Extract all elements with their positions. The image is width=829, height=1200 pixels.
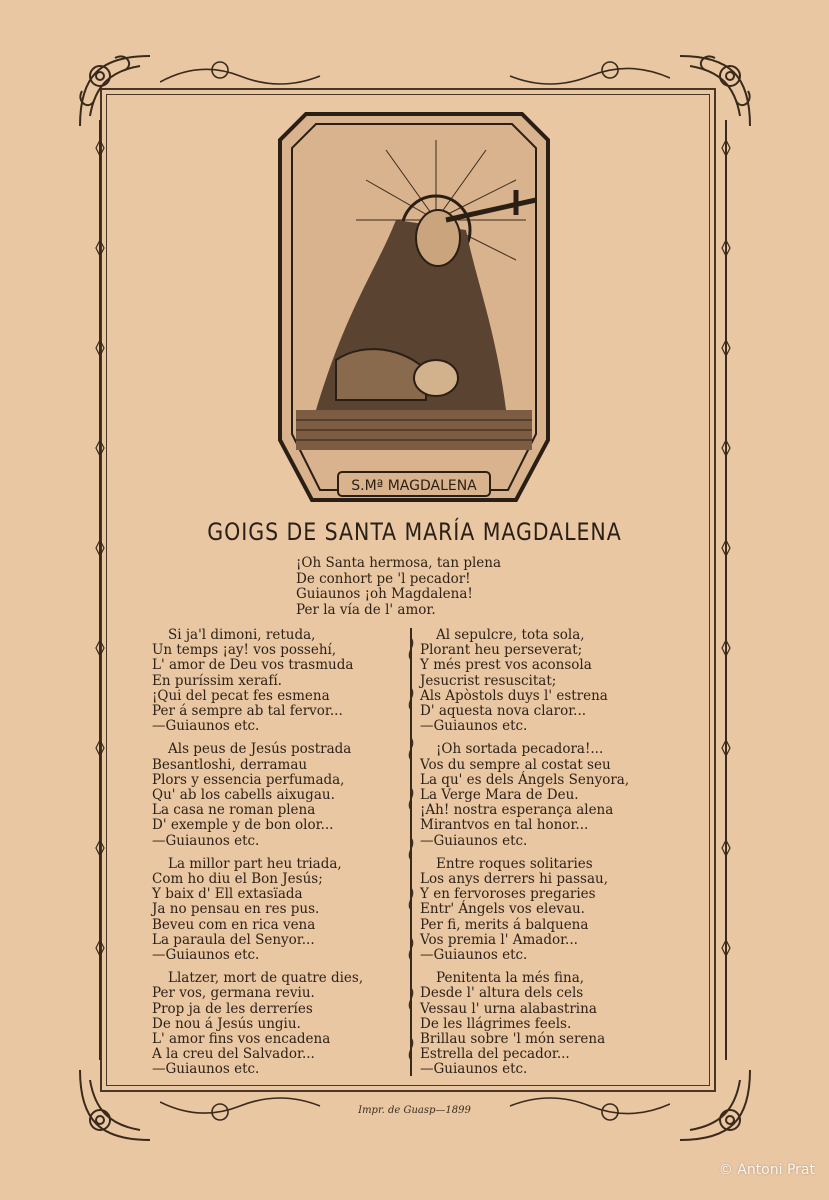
stanza-chorus-line: —Guiaunos etc. bbox=[420, 718, 528, 735]
stanza-line: La millor part heu triada, bbox=[168, 855, 342, 872]
stanza bbox=[420, 857, 670, 963]
stanza-line: Per fi, merits á balquena bbox=[420, 916, 589, 933]
left-border-chain-icon bbox=[94, 120, 106, 1060]
stanza bbox=[420, 742, 670, 848]
refrain-line: De conhort pe 'l pecador! bbox=[296, 570, 471, 587]
stanza-line: La Verge Mara de Deu. bbox=[420, 787, 579, 804]
stanza-line: ¡Oh sortada pecadora!... bbox=[436, 741, 604, 758]
top-right-flourish-icon bbox=[670, 46, 760, 136]
stanza-line: Besantloshi, derramau bbox=[152, 756, 308, 773]
stanza-line: ¡Ah! nostra esperança alena bbox=[420, 802, 614, 819]
stanza-chorus-line: —Guiaunos etc. bbox=[152, 1061, 260, 1078]
stanza-line: Com ho diu el Bon Jesús; bbox=[152, 871, 323, 888]
stanza bbox=[420, 971, 670, 1077]
stanza-line: De nou á Jesús ungiu. bbox=[152, 1015, 301, 1032]
stanza-line: L' amor fins vos encadena bbox=[152, 1031, 331, 1048]
stanza-line: Prop ja de les derreríes bbox=[152, 1000, 313, 1017]
stanza-line: Desde l' altura dels cels bbox=[420, 985, 584, 1002]
stanza-line: L' amor de Deu vos trasmuda bbox=[152, 657, 354, 674]
stanza-line: Vessau l' urna alabastrina bbox=[420, 1000, 597, 1017]
printer-imprint: Impr. de Guasp—1899 bbox=[358, 1105, 471, 1116]
top-left-flourish-icon bbox=[70, 46, 160, 136]
stanza bbox=[152, 628, 402, 734]
refrain-line: ¡Oh Santa hermosa, tan plena bbox=[296, 555, 502, 571]
stanza-line: Brillau sobre 'l món serena bbox=[420, 1031, 606, 1048]
stanza-line: Vos du sempre al costat seu bbox=[420, 756, 611, 773]
magdalena-woodcut-image bbox=[276, 110, 552, 508]
stanza-line: Y baix d' Ell extasïada bbox=[152, 886, 303, 903]
stanza-line: La paraula del Senyor... bbox=[152, 931, 315, 948]
stanza-line: Si ja'l dimoni, retuda, bbox=[168, 627, 316, 643]
right-border-chain-icon bbox=[720, 120, 732, 1060]
stanza-line: Un temps ¡ay! vos possehí, bbox=[152, 642, 337, 659]
top-border-scroll-icon bbox=[160, 56, 670, 92]
refrain-line: Per la vía de l' amor. bbox=[296, 601, 436, 618]
stanza bbox=[152, 857, 402, 963]
copyright-watermark: © Antoni Prat bbox=[718, 1162, 815, 1178]
stanza-line: D' exemple y de bon olor... bbox=[152, 817, 334, 834]
stanza-chorus-line: —Guiaunos etc. bbox=[152, 718, 260, 735]
page-title: GOIGS DE SANTA MARÍA MAGDALENA bbox=[207, 518, 622, 546]
stanza-line: A la creu del Salvador... bbox=[152, 1046, 315, 1063]
stanza-line: Beveu com en rica vena bbox=[152, 916, 316, 933]
stanza-chorus-line: —Guiaunos etc. bbox=[420, 1061, 528, 1078]
stanzas-left-column bbox=[152, 628, 402, 1086]
stanza-chorus-line: —Guiaunos etc. bbox=[152, 947, 260, 964]
stanza-line: ¡Qui del pecat fes esmena bbox=[152, 687, 330, 704]
stanza-line: Llatzer, mort de quatre dies, bbox=[168, 970, 364, 987]
stanza-line: Y en fervoroses pregaries bbox=[420, 886, 596, 903]
stanza bbox=[152, 742, 402, 848]
stanza-line: Ja no pensau en res pus. bbox=[152, 901, 320, 918]
column-divider-ornament-icon bbox=[404, 628, 418, 1076]
stanza-line: Qu' ab los cabells aixugau. bbox=[152, 787, 335, 804]
stanza-line: Plors y essencia perfumada, bbox=[152, 771, 345, 788]
stanza-line: Per vos, germana reviu. bbox=[152, 985, 315, 1002]
stanza-line: En puríssim xerafí. bbox=[152, 672, 282, 689]
stanza-line: Los anys derrers hi passau, bbox=[420, 871, 608, 888]
stanza-chorus-line: —Guiaunos etc. bbox=[152, 832, 260, 849]
refrain bbox=[296, 556, 501, 618]
refrain-line: Guiaunos ¡oh Magdalena! bbox=[296, 586, 473, 602]
stanza-line: Al sepulcre, tota sola, bbox=[436, 627, 585, 643]
stanza-line: Jesucrist resuscitat; bbox=[420, 672, 557, 689]
stanza-line: Entre roques solitaries bbox=[436, 855, 593, 872]
stanza-line: Als Apòstols duys l' estrena bbox=[420, 687, 608, 704]
stanza-line: D' aquesta nova claror... bbox=[420, 703, 587, 720]
stanza-line: Plorant heu perseverat; bbox=[420, 642, 583, 659]
stanza-line: Per á sempre ab tal fervor... bbox=[152, 703, 343, 720]
stanza-line: La casa ne roman plena bbox=[152, 802, 316, 819]
stanza-line: Y més prest vos aconsola bbox=[420, 657, 592, 674]
stanza-chorus-line: —Guiaunos etc. bbox=[420, 947, 528, 964]
stanza bbox=[420, 628, 670, 734]
stanza-chorus-line: —Guiaunos etc. bbox=[420, 832, 528, 849]
stanza-line: Als peus de Jesús postrada bbox=[168, 741, 352, 758]
stanza-line: De les llágrimes feels. bbox=[420, 1015, 572, 1032]
stanza bbox=[152, 971, 402, 1077]
stanzas-right-column bbox=[420, 628, 670, 1086]
stanza-line: Estrella del pecador... bbox=[420, 1046, 570, 1063]
stanza-line: Vos premia l' Amador... bbox=[420, 931, 578, 948]
stanza-line: Entr' Ángels vos elevau. bbox=[420, 901, 585, 918]
stanza-line: La qu' es dels Ángels Senyora, bbox=[420, 771, 630, 788]
stanza-line: Mirantvos en tal honor... bbox=[420, 817, 589, 834]
woodcut-caption: S.Mª MAGDALENA bbox=[351, 478, 477, 494]
stanza-line: Penitenta la més fina, bbox=[436, 970, 585, 987]
